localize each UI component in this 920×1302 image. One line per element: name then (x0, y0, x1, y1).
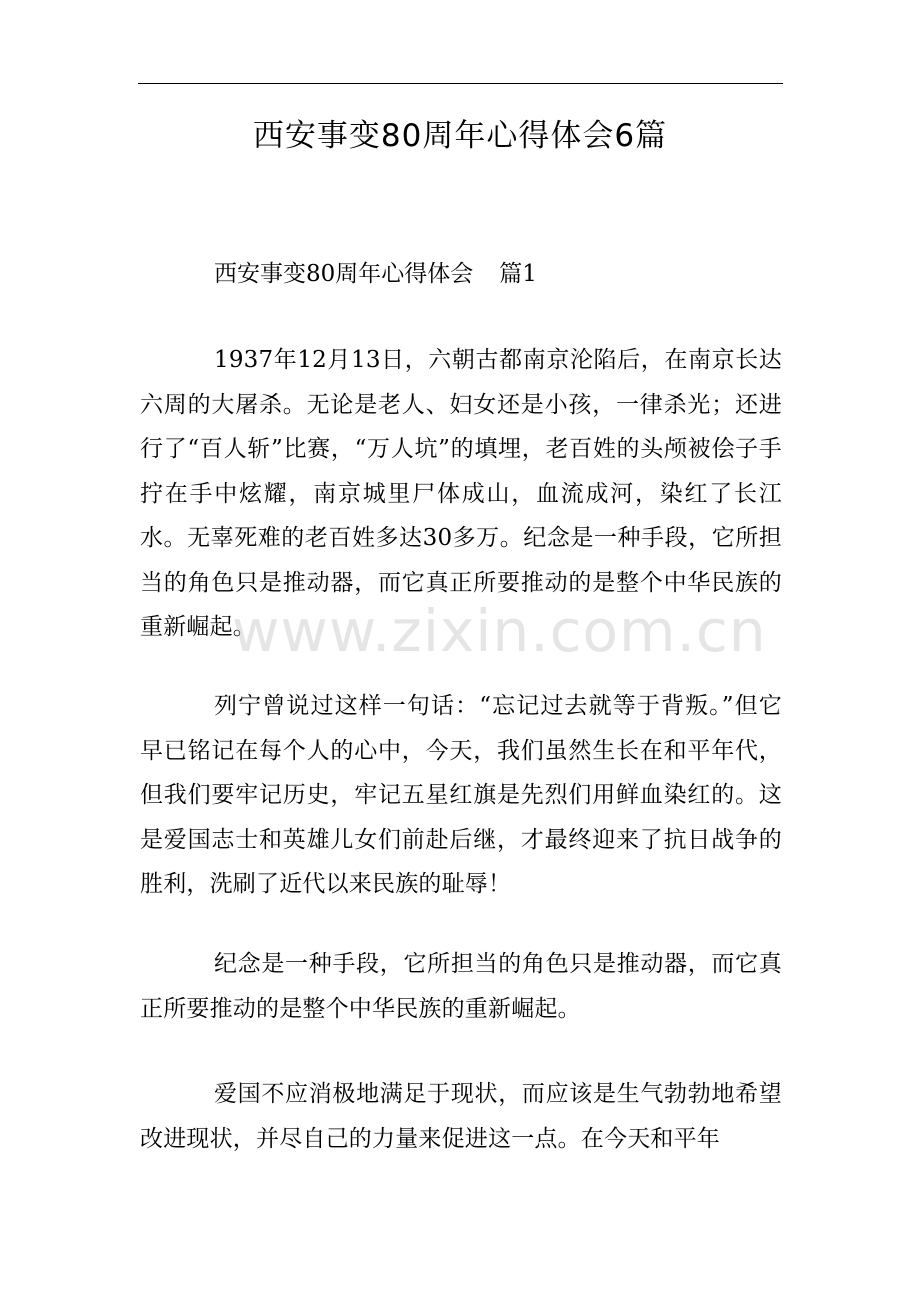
section-heading (214, 254, 537, 294)
document-title: 西安事变80周年心得体会6篇 (252, 118, 668, 154)
header-rule (138, 83, 783, 84)
paragraph-4: 爱国不应消极地满足于现状，而应该是生气勃勃地希望改进现状，并尽自己的力量来促进这一点。在今天和平年 (140, 1081, 782, 1152)
section-heading-label: 西安事变80周年心得体会 (214, 261, 474, 287)
watermark: www.zixin.com.cn (232, 597, 767, 665)
section-heading-number: 篇1 (499, 261, 537, 287)
paragraph-3: 纪念是一种手段，它所担当的角色只是推动器，而它真正所要推动的是整个中华民族的重新崛起。 (140, 951, 782, 1022)
paragraph-2: 列宁曾说过这样一句话：“忘记过去就等于背叛。”但它早已铭记在每个人的心中，今天，我们虽然生长在和平年代，但我们要牢记历史，牢记五星红旗是先烈们用鲜血染红的。这是爱国志士和英雄儿女们前赴后继，才最终迎来了抗日战争的胜利，洗刷了近代以来民族的耻辱！ (140, 693, 782, 897)
paragraph-1: 1937年12月13日，六朝古都南京沦陷后，在南京长达六周的大屠杀。无论是老人、妇女还是小孩，一律杀光；还进行了“百人斩”比赛，“万人坑”的填埋，老百姓的头颅被侩子手拧在手中炫耀，南京城里尸体成山，血流成河，染红了长江水。无辜死难的老百姓多达30多万。纪念是一种手段，它所担当的角色只是推动器，而它真正所要推动的是整个中华民族的重新崛起。 (140, 347, 782, 640)
